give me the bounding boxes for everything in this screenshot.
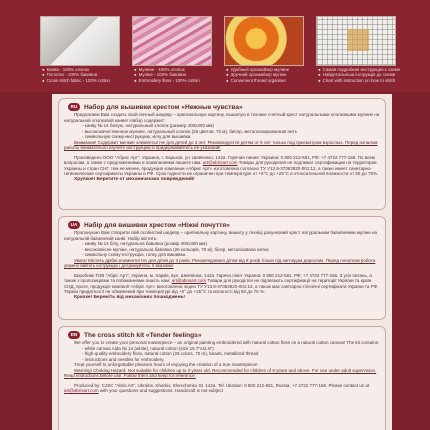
description-panel: [52, 94, 392, 430]
treat-text: Treat yourself to unforgettable pleasure hours of enjoying the creation of a true masterpiece!: [74, 362, 258, 367]
care-notice: Крихке! Бережіть від механічних пошкоджень!: [74, 294, 186, 300]
section-title: The cross stitch kit «Tender feelings»: [84, 331, 202, 339]
kit-contents-list: [64, 346, 380, 363]
manufacturer-text: Виробник ТОВ "Абріс Арт", Україна, м. Харків, вул. Шевченка, 142а. Гаряча лінія: Україна: 0 800 212-581, РФ: +7 4722 777-166. З усіх питань, а також з пропозиціями та побажаннями пишіть нам: art@abrisart.com Товари для рукоділля не підлягають сертифікації на території України та країн СНД, проте, продукція компанії «Абріс Арт» виготовлена згідно ТУ У13.9-37363920-001:12, а також має санітарно-гігієнічні сертифікати України та РФ. Термін придатності не обмежений при температурі від +5° до +25°С та вологості від 50 до 75 %.: [64, 272, 379, 294]
list-item: - високоякісне муліне, натуральна бавовна (26 кольорів, 70 м), бісер, металізована нитка: [82, 247, 380, 253]
intro-text: We offer you to create your personal masterpiece – an original painting embroidered with natural cotton floss on a natural cotton canvas! The kit contains:: [74, 340, 380, 345]
section-ukrainian: [58, 216, 386, 320]
caption-canvas: ● Канва - 100% хлопок ● Полотно - 100% бавовна ● Cross stitch fabric - 100% cotton: [42, 67, 110, 83]
intro-text: Пропонуємо Вам створити свій особистий шедевр – оригінальну картину, вишиту у техніці рахунковий хрест натуральним бавовняним муліне на натуральній бавовняній канві. Набір містить:: [64, 230, 378, 241]
list-item: - высококачественное мулине, натуральный хлопок (26 цветов, 70 м), бисер, металлизированная нить: [82, 129, 380, 135]
warning-text: Внимание! Содержит мелкие элементы! Не для детей до 3 лет. Рекомендуется детям от 8 лет только под присмотром взрослых. Перед началом работы внимательно изучите инструкцию и придерживайтесь ее указаний!: [64, 139, 378, 150]
manufacturer-text: Произведено ООО "Абрис Арт", Украина, г. Харьков, ул. Шевченко, 142а. Горячая линия: Украина: 0 800 212-581, РФ: +7 4722 777-166. По всем вопросам, а также с предложениями и пожеланиями пишите нам: art@abrisart.com Товары для рукоделия не подлежат сертификации на территории Украины и стран СНГ, тем не менее, продукция компании «Абрис Арт» изготовлена согласно ТУ У13.9-37363920-001:12, а также имеет санитарно-гигиенические сертификаты Украины и РФ. Срок годности не ограничен при температуре от +5°С до +25°С и относительной влажности от 50 до 75%.: [64, 154, 379, 176]
manufacturer-text: Produced by: CJSC "Abris Art", Ukraine, Kharkiv, Shevchenko St. 142a. Tel. Ukraine: 0 800 212-581, Russia: +7 4722 777-166. Please contact us at art@abrisart.com with your questions and suggestions. Handicraft is not subject: [64, 382, 370, 393]
email-link[interactable]: art@abrisart.com: [171, 278, 207, 283]
list-item: - high-quality embroidery floss, natural cotton (26 colors, 70 m), beads, metallized thread: [82, 351, 380, 357]
email-link[interactable]: art@abrisart.com: [202, 160, 238, 165]
warning-text: Warning! Choking Hazard. Not suitable for children up to 3 years old. Recommended for children of 8 years and above. For use under adult supervision. Read instructions before use. Follow them and keep for reference.: [64, 367, 377, 378]
section-russian: [58, 98, 386, 210]
list-item: - символьну схему-інструкцію, голку для вишивки.: [82, 252, 380, 258]
language-badge: EN: [68, 331, 80, 339]
white-threads-image: [40, 16, 120, 66]
kit-contents-list: [64, 123, 380, 140]
caption-floss: ● Мулине - 100% хлопок ● Муліне - 100% бавовна ● Embroidery floss - 100% cotton: [134, 67, 200, 83]
section-title: Набір для вишивки хрестом «Ніжні почуття»: [84, 221, 230, 229]
orange-threads-image: [224, 16, 304, 66]
care-notice: Хрупкое! Берегите от механических повреждений!: [74, 176, 195, 182]
warning-text: Увага! Містить дрібні елементи! Не для дітей до 3 років. Рекомендовано дітям від 8 років тільки під наглядом дорослих. Перед початком роботи уважно вивчіть інструкцію і дотримуйтесь її вказівок!: [64, 257, 376, 268]
language-badge: RU: [68, 103, 80, 111]
list-item: - instructions and needles for embroidery.: [82, 357, 380, 363]
language-badge: UA: [68, 221, 80, 229]
feature-thumbnails: [40, 16, 396, 66]
email-link[interactable]: art@abrisart.com: [64, 388, 99, 393]
section-english: [58, 326, 386, 430]
list-item: - канву № 14 белую, натуральный хлопок (размер 400х300 мм): [82, 123, 380, 129]
caption-organizer: ● Удобный органайзер мулине ● Зручний органайзер муліне ● Convenient thread organiser: [226, 67, 290, 83]
feature-captions: [42, 67, 402, 89]
canvas-grid-image: [316, 16, 396, 66]
pink-threads-image: [132, 16, 212, 66]
caption-instruction: ● Самая подробная инструкция к схеме ● Найдетальніша інструкція до схеми ● Chart with instruction on how to stitch: [318, 67, 401, 83]
intro-text: Предлагаем Вам создать свой личный шедевр – оригинальную картину, вышитую в технике счетный крест натуральными хлопковыми мулине на натуральной хлопковой канве! Набор содержит:: [64, 112, 380, 123]
top-banner: [0, 0, 430, 92]
section-title: Набор для вышивки крестом «Нежные чувства»: [84, 103, 243, 111]
kit-contents-list: [64, 241, 380, 258]
list-item: - white canvas Aida № 14 (white), natural cotton (size 15.7"x11.8"): [82, 346, 380, 352]
list-item: - символьную схему-инструкцию, иглу для вышивки.: [82, 134, 380, 140]
list-item: - канву № 14 білу, натуральна бавовна (розмір 400х300 мм): [82, 241, 380, 247]
